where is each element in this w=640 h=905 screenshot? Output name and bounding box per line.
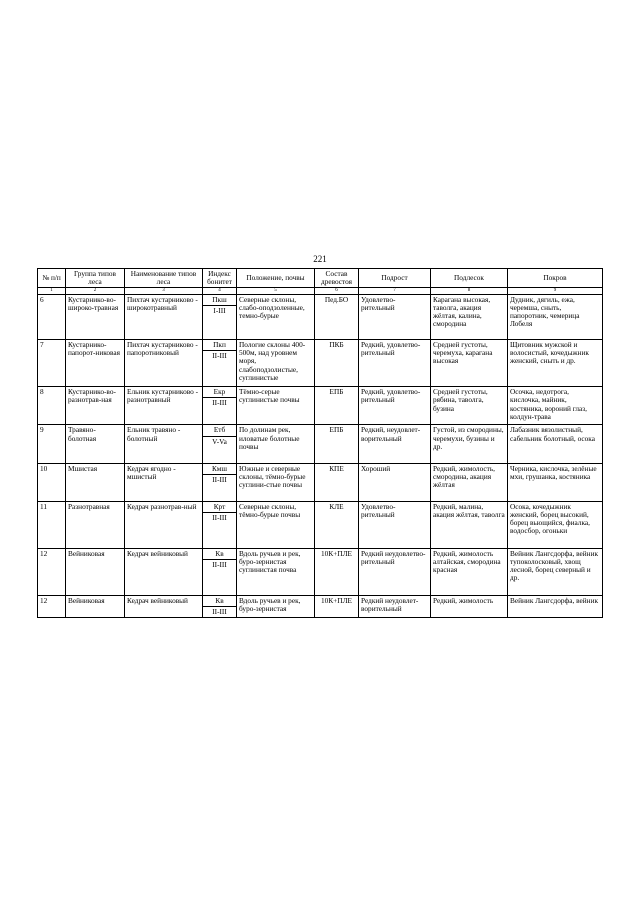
- ground-cover: Лабазник вязолистный, сабельник болотный, осока: [508, 425, 603, 463]
- table-row: [38, 294, 603, 305]
- row-number: 8: [38, 387, 66, 425]
- ground-cover: Черника, кислочка, зелёные мхи, грушанка, костяника: [508, 463, 603, 501]
- bonitet-class: II-III: [203, 398, 237, 425]
- undergrowth: Редкий неудовлетво-рительный: [359, 548, 431, 595]
- column-number: 7: [359, 288, 431, 295]
- stand-composition: 10К+ПЛЕ: [315, 596, 359, 618]
- row-number: 7: [38, 340, 66, 387]
- bonitet-class: II-III: [203, 474, 237, 501]
- forest-group: Вейниковая: [66, 596, 125, 618]
- row-number: 11: [38, 501, 66, 548]
- underbrush: Редкий, жимолость: [431, 596, 508, 618]
- column-number: 3: [125, 288, 203, 295]
- position-soils: По долинам рек, иловатые болотные почвы: [237, 425, 315, 463]
- row-number: 12: [38, 596, 66, 618]
- index-code: Кмш: [203, 463, 237, 474]
- header-cell: Положение, почвы: [237, 269, 315, 288]
- bonitet-class: I-III: [203, 306, 237, 340]
- bonitet-class: II-III: [203, 607, 237, 618]
- position-soils: Северные склоны, слабо-оподзоленные, темно-бурые: [237, 294, 315, 339]
- ground-cover: Дудник, дягиль, ежа, черемша, сныть, папоротник, чемерица Лобеля: [508, 294, 603, 339]
- table-row: [38, 501, 603, 512]
- position-soils: Вдоль ручьев и рек, буро-зернистая: [237, 596, 315, 618]
- forest-types-table: [37, 268, 603, 618]
- position-soils: Тёмно-серые суглинистые почвы: [237, 387, 315, 425]
- forest-type-name: Кедрач разнотрав-ный: [125, 501, 203, 548]
- column-number: 2: [66, 288, 125, 295]
- stand-composition: ПКБ: [315, 340, 359, 387]
- table-row: [38, 340, 603, 351]
- stand-composition: КЛЕ: [315, 501, 359, 548]
- stand-composition: ЕПБ: [315, 387, 359, 425]
- underbrush: Средней густоты, рябина, таволга, бузина: [431, 387, 508, 425]
- underbrush: Редкий, малина, акация жёлтая, таволга: [431, 501, 508, 548]
- header-cell: Подрост: [359, 269, 431, 288]
- header-cell: Группа типов леса: [66, 269, 125, 288]
- page-number: 221: [313, 254, 327, 264]
- undergrowth: Редкий, удовлетво-рительный: [359, 387, 431, 425]
- position-soils: Северные склоны, тёмно-бурые почвы: [237, 501, 315, 548]
- row-number: 9: [38, 425, 66, 463]
- header-cell: Подлесок: [431, 269, 508, 288]
- forest-group: Мшистая: [66, 463, 125, 501]
- undergrowth: Редкий, удовлетво-рительный: [359, 340, 431, 387]
- column-number: 8: [431, 288, 508, 295]
- header-cell: Наименование типов леса: [125, 269, 203, 288]
- position-soils: Пологие склоны 400-500м, над уровнем моря, слабоподзолистые, суглинистые: [237, 340, 315, 387]
- header-row: [38, 269, 603, 288]
- ground-cover: Осочка, недотрога, кислочка, майник, костяника, вороний глаз, колдун-трава: [508, 387, 603, 425]
- ground-cover: Вейник Лангсдорфа, вейник тупоколосковый, хвощ лесной, борец северный и др.: [508, 548, 603, 595]
- underbrush: Средней густоты, черемуха, карагана высокая: [431, 340, 508, 387]
- underbrush: Редкий, жимолость алтайская, смородина красная: [431, 548, 508, 595]
- forest-type-name: Кедрач вейниковый: [125, 548, 203, 595]
- column-number: 5: [237, 288, 315, 295]
- undergrowth: Удовлетво-рительный: [359, 294, 431, 339]
- column-number: 4: [203, 288, 237, 295]
- ground-cover: Вейник Лангсдорфа, вейник: [508, 596, 603, 618]
- table-row: [38, 425, 603, 436]
- forest-type-name: Кедрач ягодно - мшистый: [125, 463, 203, 501]
- table-row: [38, 387, 603, 398]
- forest-group: Травяно-болотная: [66, 425, 125, 463]
- row-number: 10: [38, 463, 66, 501]
- forest-type-name: Пихтач кустарниково - широкотравный: [125, 294, 203, 339]
- row-number: 6: [38, 294, 66, 339]
- column-number: 9: [508, 288, 603, 295]
- undergrowth: Хороший: [359, 463, 431, 501]
- bonitet-class: V-Va: [203, 436, 237, 463]
- forest-group: Разнотравная: [66, 501, 125, 548]
- bonitet-class: II-III: [203, 351, 237, 387]
- forest-group: Вейниковая: [66, 548, 125, 595]
- row-number: 12: [38, 548, 66, 595]
- index-code: Кв: [203, 548, 237, 559]
- undergrowth: Редкий, неудовлет-ворительный: [359, 425, 431, 463]
- forest-group: Кустарнико-папорот-никовая: [66, 340, 125, 387]
- forest-group: Кустарнико-во-разнотрав-ная: [66, 387, 125, 425]
- table-row: [38, 463, 603, 474]
- stand-composition: Пед.БО: [315, 294, 359, 339]
- header-cell: Покров: [508, 269, 603, 288]
- index-code: Крт: [203, 501, 237, 512]
- index-code: Пкш: [203, 294, 237, 305]
- stand-composition: 10К+ПЛЕ: [315, 548, 359, 595]
- stand-composition: ЕПБ: [315, 425, 359, 463]
- forest-type-name: Ельник кустарниково - разнотравный: [125, 387, 203, 425]
- header-cell: Индекс бонитет: [203, 269, 237, 288]
- index-code: Пкп: [203, 340, 237, 351]
- header-cell: № п/п: [38, 269, 66, 288]
- table-row: [38, 596, 603, 607]
- ground-cover: Осока, кочедыжник женский, борец высокий, борец вьющийся, фиалка, водосбор, огоньки: [508, 501, 603, 548]
- stand-composition: КПЕ: [315, 463, 359, 501]
- bonitet-class: II-III: [203, 512, 237, 548]
- forest-group: Кустарнико-во-широко-травная: [66, 294, 125, 339]
- index-code: Етб: [203, 425, 237, 436]
- underbrush: Густой, из смородины, черемухи, бузины и др.: [431, 425, 508, 463]
- forest-type-name: Ельник травяно - болотный: [125, 425, 203, 463]
- column-number: 1: [38, 288, 66, 295]
- position-soils: Вдоль ручьев и рек, буро-зернистая суглинистая почва: [237, 548, 315, 595]
- header-cell: Состав древостоя: [315, 269, 359, 288]
- underbrush: Карагана высокая, таволга, акация жёлтая, калина, смородина: [431, 294, 508, 339]
- ground-cover: Щитовник мужской и волосистый, кочедыжник женский, сныть и др.: [508, 340, 603, 387]
- table-row: [38, 548, 603, 559]
- forest-type-name: Пихтач кустарниково - папоротниковый: [125, 340, 203, 387]
- forest-type-name: Кедрач вейниковый: [125, 596, 203, 618]
- undergrowth: Редкий неудовлет-ворительный: [359, 596, 431, 618]
- position-soils: Южные и северные склоны, тёмно-бурые суглини-стые почвы: [237, 463, 315, 501]
- index-code: Екр: [203, 387, 237, 398]
- undergrowth: Удовлетво-рительный: [359, 501, 431, 548]
- underbrush: Редкий, жимолость, смородина, акация жёлтая: [431, 463, 508, 501]
- index-code: Кв: [203, 596, 237, 607]
- column-number: 6: [315, 288, 359, 295]
- bonitet-class: II-III: [203, 560, 237, 596]
